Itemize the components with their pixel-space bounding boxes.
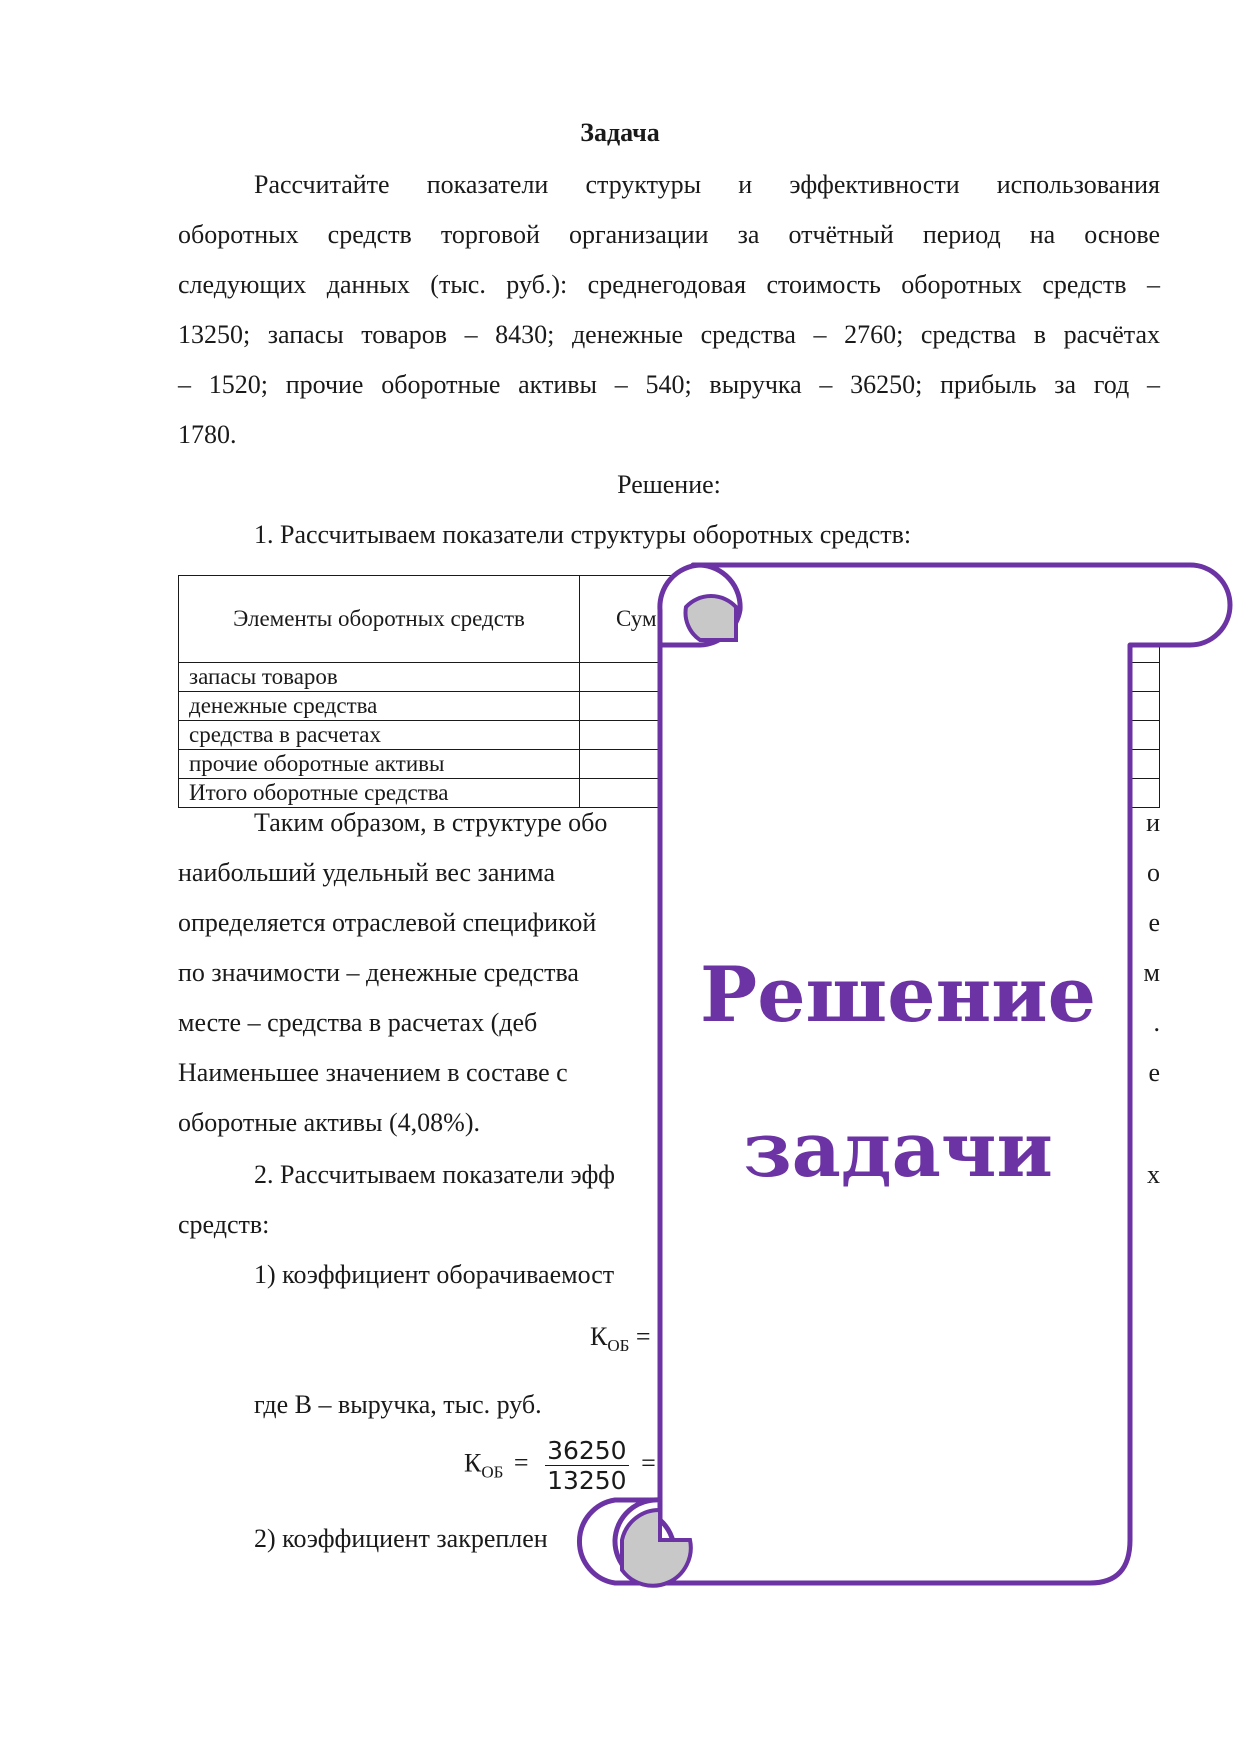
para-line: определяется отраслевой спецификой (178, 908, 597, 937)
para-line: оборотные активы (4,08%). (178, 1108, 480, 1137)
item-1-text: 1) коэффициент оборачиваемост (254, 1260, 615, 1289)
formula-subscript: ОБ (607, 1336, 630, 1356)
scroll-shape (579, 565, 1230, 1583)
table-header-cell: Элементы оборотных средств (179, 576, 580, 663)
para-line-right-fragment: е (1148, 908, 1160, 937)
step-1-text: 1. Рассчитываем показатели структуры оборотных средств: (254, 520, 912, 549)
top-curl-icon (686, 596, 736, 640)
para-line-right-fragment: е (1148, 1058, 1160, 1087)
formula-subscript: ОБ (481, 1462, 504, 1482)
problem-line: 1780. (178, 420, 237, 449)
fraction-denominator: 13250 (547, 1466, 627, 1495)
para-line: по значимости – денежные средства (178, 958, 579, 987)
table-header-cell: Сум (580, 576, 1160, 663)
para-line-right-fragment: о (1147, 858, 1160, 887)
table-cell: денежные средства (179, 692, 580, 721)
step-2-right-fragment: х (1147, 1160, 1160, 1189)
para-line: Наименьшее значением в составе с (178, 1058, 568, 1087)
where-line: где В – выручка, тыс. руб. (254, 1390, 542, 1419)
para-line-right-fragment: и (1146, 808, 1160, 837)
step-2-text: 2. Рассчитываем показатели эфф (254, 1160, 616, 1189)
problem-line: – 1520; прочие оборотные активы – 540; выручка – 36250; прибыль за год – (178, 370, 1160, 399)
scroll-title-line-2: задачи (743, 1105, 1053, 1194)
problem-line: 13250; запасы товаров – 8430; денежные средства – 2760; средства в расчётах (178, 320, 1160, 349)
fraction-numerator: 36250 (547, 1436, 627, 1465)
solution-heading: Решение: (617, 470, 721, 499)
para-line: Таким образом, в структуре обо (254, 808, 608, 837)
problem-line: Рассчитайте показатели структуры и эффективности использования (254, 170, 1160, 199)
formula-equals: = (641, 1448, 656, 1478)
scroll-title-line-1: Решение (700, 950, 1096, 1039)
formula-equals: = (635, 1322, 651, 1351)
formula-equals: = (513, 1448, 529, 1478)
page-title: Задача (580, 118, 660, 147)
table-cell: прочие оборотные активы (179, 750, 580, 779)
table-cell: запасы товаров (179, 663, 580, 692)
formula-symbol: К (590, 1322, 608, 1351)
para-line-right-fragment: . (1153, 1008, 1160, 1037)
para-line-right-fragment: м (1143, 958, 1160, 987)
table-cell: Итого оборотные средства (179, 779, 580, 808)
problem-line: следующих данных (тыс. руб.): среднегодовая стоимость оборотных средств – (178, 270, 1160, 299)
step-2-continuation: средств: (178, 1210, 270, 1239)
para-line: месте – средства в расчетах (деб (178, 1008, 538, 1037)
para-line: наибольший удельный вес занима (178, 858, 555, 887)
formula-symbol: К (464, 1448, 482, 1478)
problem-line: оборотных средств торговой организации за отчётный период на основе (178, 220, 1160, 249)
item-2-text: 2) коэффициент закреплен (254, 1524, 548, 1553)
table-cell: средства в расчетах (179, 721, 580, 750)
